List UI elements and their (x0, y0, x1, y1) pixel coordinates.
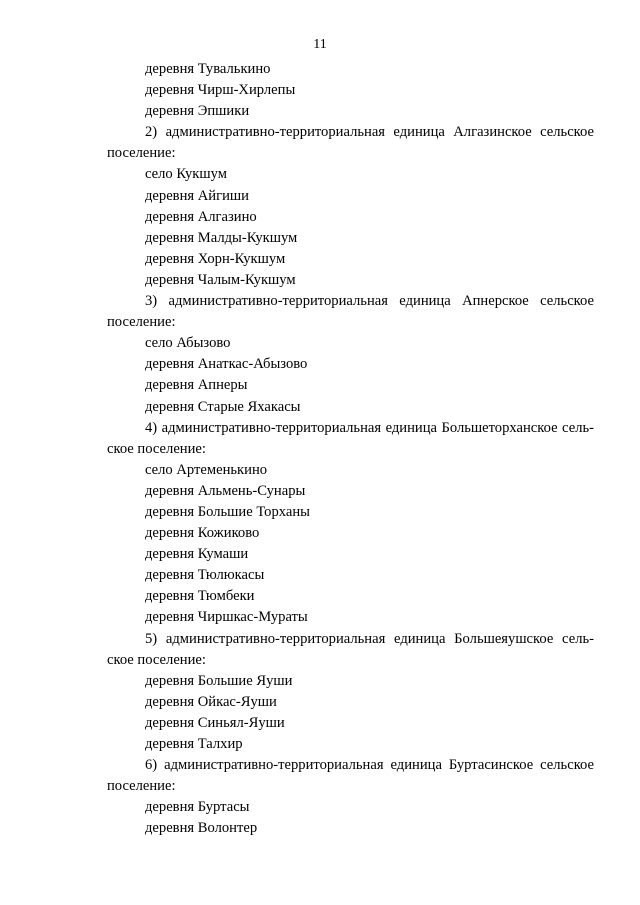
settlement-item: село Кукшум (145, 166, 227, 183)
unit-heading: 4) административно-территориальная единица Большеторханское сель- (145, 419, 594, 436)
settlement-item: деревня Чалым-Кукшум (145, 271, 296, 288)
settlement-item: деревня Тувалькино (145, 61, 271, 77)
settlement-item: деревня Хорн-Кукшум (145, 250, 286, 267)
document-body (107, 59, 594, 839)
unit-heading-continuation: поселение: (107, 145, 176, 162)
settlement-item: деревня Айгиши (145, 187, 249, 204)
unit-heading: 3) административно-территориальная единица Апнерское сельское (145, 293, 594, 310)
page-number: 11 (313, 37, 327, 52)
settlement-item: деревня Апнеры (145, 377, 248, 394)
settlement-item: деревня Буртасы (145, 799, 250, 816)
unit-heading-continuation: ское поселение: (107, 440, 206, 457)
settlement-item: деревня Ойкас-Яуши (145, 693, 277, 710)
settlement-item: деревня Тюмбеки (145, 588, 255, 605)
settlement-item: деревня Алгазино (145, 208, 257, 225)
settlement-item: деревня Тюлюкасы (145, 567, 265, 584)
settlement-item: деревня Волонтер (145, 820, 258, 837)
settlement-item: деревня Кожиково (145, 525, 260, 542)
settlement-item: село Артеменькино (145, 461, 268, 478)
settlement-item: село Абызово (145, 335, 231, 352)
unit-heading: 6) административно-территориальная единица Буртасинское сельское (145, 757, 594, 774)
settlement-item: деревня Синьял-Яуши (145, 714, 285, 731)
settlement-item: деревня Большие Яуши (145, 672, 293, 689)
unit-heading: 5) административно-территориальная единица Большеяушское сель- (145, 630, 594, 647)
unit-heading-continuation: ское поселение: (107, 651, 206, 668)
settlement-item: деревня Талхир (145, 736, 243, 752)
settlement-item: деревня Анаткас-Абызово (145, 356, 308, 373)
unit-heading-continuation: поселение: (107, 314, 176, 331)
settlement-item: деревня Альмень-Сунары (145, 482, 306, 499)
settlement-item: деревня Старые Яхакасы (145, 398, 301, 415)
settlement-item: деревня Чиршкас-Мураты (145, 609, 308, 626)
settlement-item: деревня Чирш-Хирлепы (145, 82, 296, 99)
unit-heading-continuation: поселение: (107, 778, 176, 795)
settlement-item: деревня Малды-Кукшум (145, 229, 298, 246)
unit-heading: 2) административно-территориальная единица Алгазинское сельское (145, 124, 594, 141)
settlement-item: деревня Кумаши (145, 546, 249, 563)
settlement-item: деревня Эпшики (145, 103, 250, 120)
settlement-item: деревня Большие Торханы (145, 503, 310, 520)
